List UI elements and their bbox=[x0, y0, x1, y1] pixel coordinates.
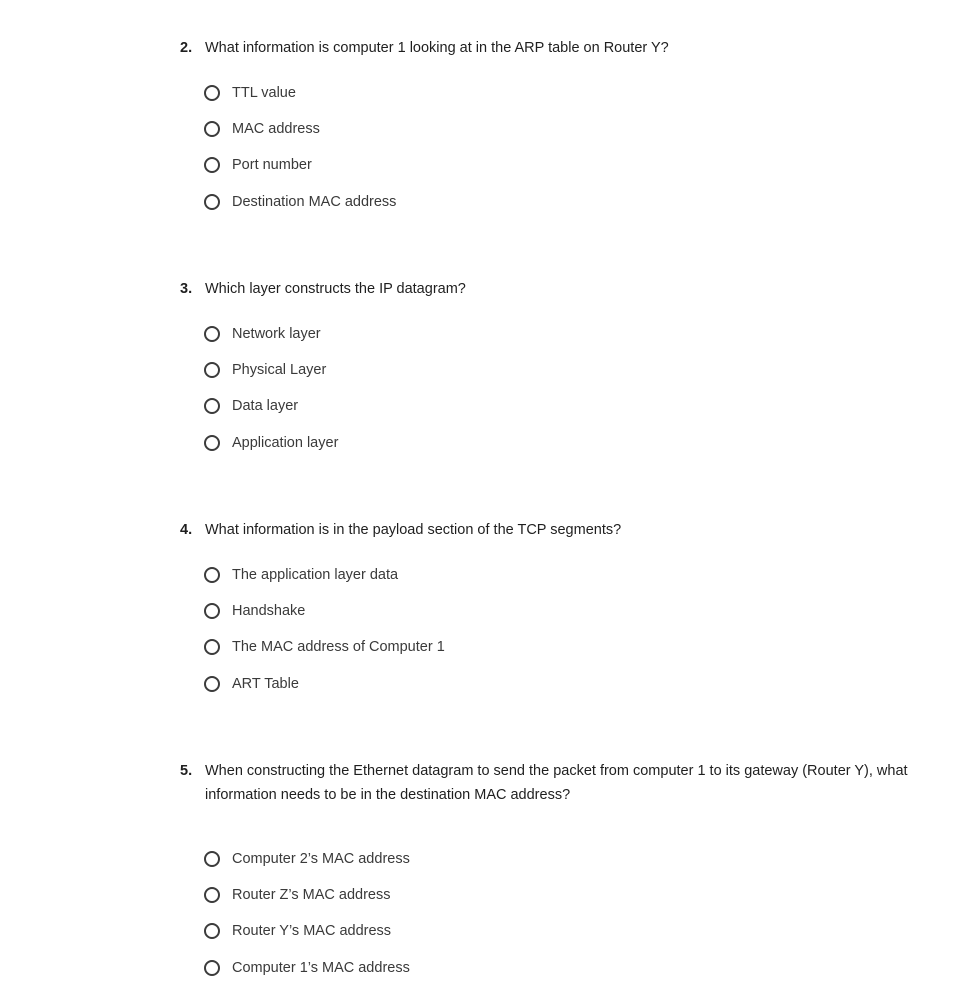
question-number: 5. bbox=[180, 763, 193, 779]
answer-label: Destination MAC address bbox=[232, 194, 397, 210]
answer-option-port-number[interactable] bbox=[204, 154, 312, 176]
radio-button[interactable] bbox=[204, 398, 220, 414]
answer-label: Router Z’s MAC address bbox=[232, 887, 391, 903]
answer-label: Port number bbox=[232, 157, 312, 173]
question-text: Which layer constructs the IP datagram? bbox=[205, 281, 466, 297]
question-text: What information is computer 1 looking at in the ARP table on Router Y? bbox=[205, 40, 669, 56]
radio-button[interactable] bbox=[204, 435, 220, 451]
radio-button[interactable] bbox=[204, 639, 220, 655]
question-header bbox=[180, 518, 950, 542]
radio-button[interactable] bbox=[204, 887, 220, 903]
answer-option-destination-mac-address[interactable] bbox=[204, 191, 396, 213]
answer-label: Data layer bbox=[232, 398, 299, 414]
answer-label: The application layer data bbox=[232, 567, 399, 583]
radio-button[interactable] bbox=[204, 923, 220, 939]
answer-label: Physical Layer bbox=[232, 362, 327, 378]
radio-button[interactable] bbox=[204, 326, 220, 342]
answer-option-mac-address-computer-1[interactable] bbox=[204, 636, 445, 658]
answer-option-data-layer[interactable] bbox=[204, 395, 298, 417]
question-4 bbox=[180, 518, 950, 692]
answer-label: ART Table bbox=[232, 676, 299, 692]
answer-label: Router Y’s MAC address bbox=[232, 923, 392, 939]
answer-option-art-table[interactable] bbox=[204, 673, 299, 695]
question-text: What information is in the payload section of the TCP segments? bbox=[205, 522, 622, 538]
answer-label: Handshake bbox=[232, 603, 306, 619]
answer-option-computer-1-mac[interactable] bbox=[204, 957, 410, 979]
answer-option-mac-address[interactable] bbox=[204, 118, 320, 140]
answer-option-handshake[interactable] bbox=[204, 600, 305, 622]
question-header bbox=[180, 277, 950, 301]
answer-option-computer-2-mac[interactable] bbox=[204, 848, 410, 870]
answer-option-router-y-mac[interactable] bbox=[204, 920, 391, 942]
answer-label: Application layer bbox=[232, 435, 339, 451]
question-header bbox=[180, 36, 950, 60]
radio-button[interactable] bbox=[204, 157, 220, 173]
answer-option-physical-layer[interactable] bbox=[204, 359, 326, 381]
question-number: 2. bbox=[180, 40, 193, 56]
answer-label: Network layer bbox=[232, 326, 321, 342]
answer-option-application-layer[interactable] bbox=[204, 432, 338, 454]
question-5 bbox=[180, 759, 950, 976]
radio-button[interactable] bbox=[204, 851, 220, 867]
answer-option-router-z-mac[interactable] bbox=[204, 884, 390, 906]
answer-option-network-layer[interactable] bbox=[204, 323, 321, 345]
question-text: When constructing the Ethernet datagram to send the packet from computer 1 to its gateway (Router Y), what information needs to be in the destination MAC address? bbox=[205, 763, 908, 803]
question-3 bbox=[180, 277, 950, 451]
radio-button[interactable] bbox=[204, 960, 220, 976]
radio-button[interactable] bbox=[204, 603, 220, 619]
answer-label: TTL value bbox=[232, 85, 296, 101]
question-number: 3. bbox=[180, 281, 193, 297]
radio-button[interactable] bbox=[204, 85, 220, 101]
radio-button[interactable] bbox=[204, 362, 220, 378]
radio-button[interactable] bbox=[204, 121, 220, 137]
answer-option-ttl-value[interactable] bbox=[204, 82, 296, 104]
radio-button[interactable] bbox=[204, 194, 220, 210]
answer-label: Computer 1’s MAC address bbox=[232, 960, 410, 976]
radio-button[interactable] bbox=[204, 567, 220, 583]
answer-option-application-layer-data[interactable] bbox=[204, 564, 398, 586]
answer-label: The MAC address of Computer 1 bbox=[232, 639, 445, 655]
answer-label: MAC address bbox=[232, 121, 320, 137]
answer-label: Computer 2’s MAC address bbox=[232, 851, 410, 867]
question-header bbox=[180, 759, 950, 807]
question-2 bbox=[180, 36, 950, 210]
radio-button[interactable] bbox=[204, 676, 220, 692]
question-number: 4. bbox=[180, 522, 193, 538]
